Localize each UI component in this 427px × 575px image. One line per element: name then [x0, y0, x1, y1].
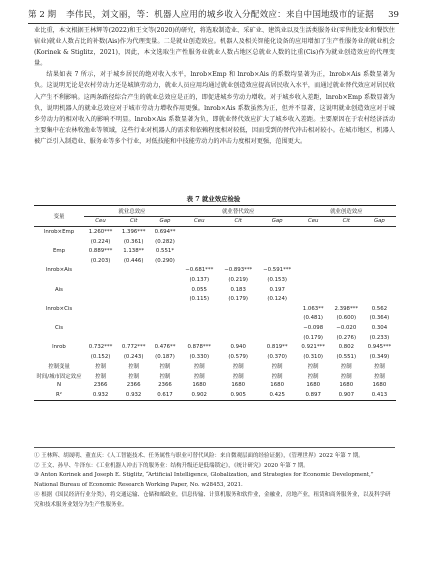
paragraph: 结果如表 7 所示，对于城乡居民的绝对收入水平，lnrob×Emp 和 lnrob×Ais 的系数均显著为正，lnrob×Ais 系数显著为负。这说明无论是农村劳动力还是城镇劳动力，就业人员应用均通过就业创造效应提高居民收入水平，而通过就业替代效应对居民收入产生不利影响。这两条路径综合产生的就业总效应是正的，即促进城乡劳动力增收。对于城乡收入差距，lnrob×Emp 系数显著为负，说明机器人的就业总效应对于城市劳动力增收作用更强。lnrob×Ais 系数虽然为正，但并不显著，这说明就业创造效应对于城乡劳动力的相对收入的影响不明显。lnrob×Ais 系数显著为负，即就业替代效应扩大了城乡收入差距。主要原因在于农村经济活动主要集中在农林牧渔业等领域，这些行业对机器人的需求和依赖程度相对较低，因而受到的替代冲击相对较小。在城市地区，机器人被广泛引入制造业、服务业等多个行业，对低技能和中技能劳动力的冲击力度相对更强，范围更大。 [34, 71, 395, 145]
table-cell: (0.187) [155, 353, 175, 360]
table-cell [150, 285, 180, 295]
table-cell [150, 323, 180, 333]
table-cell [180, 333, 219, 343]
row-label [34, 275, 84, 285]
table-cell: −0.591*** [263, 267, 292, 274]
table-cell [84, 304, 117, 314]
table-cell [150, 266, 180, 276]
table-cell: 0.617 [150, 390, 180, 400]
results-table [34, 205, 396, 401]
body-text [34, 25, 395, 147]
table-cell [219, 333, 258, 343]
row-label: lnrob×Emp [43, 228, 75, 235]
row-label: lnrob×Cis [45, 305, 73, 312]
table-cell: 0.304 [371, 324, 388, 331]
table-cell [297, 256, 330, 266]
subheader-cell: Cit [330, 216, 363, 227]
table-cell: 0.732*** [88, 344, 113, 351]
table-cell: (0.203) [90, 257, 111, 264]
table-row [34, 285, 396, 295]
table-cell [297, 227, 330, 237]
var-header: 变量 [34, 206, 84, 227]
table-cell: 0.921*** [301, 344, 325, 351]
table-cell: (0.124) [267, 296, 287, 303]
table-cell [330, 294, 363, 304]
table-cell: 控制 [340, 373, 352, 380]
table-cell: (0.243) [123, 353, 144, 360]
table-cell [84, 314, 117, 324]
table-cell: 控制 [128, 364, 140, 371]
table-cell [180, 314, 219, 324]
table-cell: 2366 [126, 382, 141, 389]
table-cell: 0.907 [330, 390, 363, 400]
table-cell [219, 314, 258, 324]
row-label: lnrob×Ais [45, 267, 73, 274]
table-cell: (0.282) [155, 238, 175, 245]
table-cell: (0.310) [303, 353, 323, 360]
table-cell: 1680 [270, 382, 285, 389]
table-cell: 0.425 [258, 390, 297, 400]
table-cell: 0.819** [266, 344, 288, 351]
table-cell [117, 285, 150, 295]
table-cell: 1680 [339, 382, 354, 389]
table-cell: −0.020 [336, 324, 357, 331]
table-cell: 控制 [193, 373, 205, 380]
table-cell [84, 294, 117, 304]
row-label: Ais [55, 286, 63, 293]
table-row [34, 256, 396, 266]
table-cell: (0.364) [369, 315, 390, 322]
row-label [34, 256, 84, 266]
table-row [34, 352, 396, 362]
row-label [34, 352, 84, 362]
table-cell [84, 323, 117, 333]
table-cell: −0.893*** [224, 267, 253, 274]
table-cell [330, 227, 363, 237]
table-cell [117, 266, 150, 276]
table-row [34, 371, 396, 381]
table-cell: 1.260*** [88, 228, 113, 235]
footnotes [34, 447, 395, 510]
footnote: ③ Anton Korinek and Joseph E. Stiglitz, “Artificial Intelligence, Globalization, and Strategies for Economic Development,” National Bureau of Economic Research Working Paper, No. w28453, 2021. [34, 472, 374, 489]
table-cell [117, 304, 150, 314]
table-cell: (0.179) [228, 296, 249, 303]
table-cell [363, 227, 396, 237]
table-cell: (0.224) [90, 238, 111, 245]
table-cell [117, 323, 150, 333]
table-cell: 0.694** [154, 228, 176, 235]
table-cell: 控制 [95, 373, 106, 380]
table-cell [363, 285, 396, 295]
row-label: R² [34, 390, 84, 400]
table-cell [219, 256, 258, 266]
table-cell: 1.063** [302, 305, 324, 312]
table-cell [258, 323, 297, 333]
row-label: 时间/城市固定效应 [36, 373, 82, 380]
table-cell [330, 266, 363, 276]
table-row [34, 381, 396, 391]
table-cell: 2366 [93, 382, 108, 389]
table-cell [180, 237, 219, 247]
table-cell: (0.276) [336, 334, 357, 341]
table-cell [363, 246, 396, 256]
table-cell: 0.878*** [187, 344, 212, 351]
table-cell [258, 314, 297, 324]
table-cell: 控制 [193, 364, 205, 371]
table-caption: 表 7 就业效应检验 [186, 195, 241, 203]
table-cell [258, 237, 297, 247]
subheader-cell: Gap [258, 216, 297, 227]
subheader-cell: Gap [150, 216, 180, 227]
table-cell: 0.902 [180, 390, 219, 400]
table-cell: 控制 [271, 364, 283, 371]
table-cell [150, 275, 180, 285]
table-cell: 2366 [158, 382, 172, 389]
table-cell: (0.233) [369, 334, 390, 341]
table-cell: 0.940 [230, 344, 246, 351]
table-cell [330, 237, 363, 247]
group-create: 就业创造效应 [297, 206, 396, 217]
row-label: lnrob [52, 344, 66, 351]
table-cell: (0.153) [267, 276, 287, 283]
table-row [34, 246, 396, 256]
subheader-cell: Gap [363, 216, 396, 227]
table-cell [297, 266, 330, 276]
table-cell: 2.398*** [334, 305, 359, 312]
table-cell: (0.290) [155, 257, 175, 264]
table-cell: (0.481) [303, 315, 323, 322]
table-cell: 控制 [374, 364, 385, 371]
table-cell [150, 333, 180, 343]
footnote: ④ 根据《国民经济行业分类》，将交通运输、仓储和邮政业，信息传输、计算机服务和软件业，金融业，房地产业，租赁和商务服务业，以及科学研究和技术服务业划分为生产性服务业。 [34, 491, 391, 508]
table-cell: −0.681*** [185, 267, 214, 274]
table-row [34, 323, 396, 333]
table-cell: 控制 [307, 373, 319, 380]
row-label [34, 237, 84, 247]
table-cell [150, 294, 180, 304]
table-cell [117, 294, 150, 304]
table-cell [297, 285, 330, 295]
table-cell: (0.179) [303, 334, 323, 341]
table-cell: 0.897 [297, 390, 330, 400]
table-cell [180, 304, 219, 314]
table-cell: 0.183 [230, 286, 246, 293]
group-replace: 就业替代效应 [180, 206, 297, 217]
table-cell: (0.115) [189, 296, 210, 303]
table-row [34, 294, 396, 304]
table-row [34, 227, 396, 237]
table-cell: 控制 [374, 373, 385, 380]
table-cell: 0.905 [219, 390, 258, 400]
subheader-cell: Ceu [297, 216, 330, 227]
row-label [34, 333, 84, 343]
table-cell: 0.889*** [88, 248, 113, 255]
table-cell: 0.932 [84, 390, 117, 400]
subheader-cell: Ceu [180, 216, 219, 227]
table-subheader [34, 216, 396, 227]
table-cell [363, 275, 396, 285]
subheader-cell: Cit [117, 216, 150, 227]
table-cell [258, 227, 297, 237]
page-number: 39 [388, 10, 399, 20]
issue-label: 第 2 期 [28, 10, 57, 20]
table-cell [180, 227, 219, 237]
table-cell: 控制 [340, 364, 352, 371]
table-cell: 控制 [232, 373, 244, 380]
table-cell: (0.600) [336, 315, 357, 322]
table-cell: 控制 [159, 373, 171, 380]
table-cell [150, 314, 180, 324]
table-cell [219, 237, 258, 247]
table-cell [258, 333, 297, 343]
table-cell: (0.137) [189, 276, 210, 283]
table-row [34, 362, 396, 372]
footnote: ② 王文、孙早、牛泽东：《工业机器人冲击下的服务业：结构升级还是低端锁定》，《统计研究》2020 年第 7 期。 [34, 462, 309, 469]
table-group-header [34, 206, 396, 217]
table-cell [297, 237, 330, 247]
table-cell: −0.098 [303, 324, 324, 331]
table-cell [150, 304, 180, 314]
table-cell [363, 294, 396, 304]
table-cell [117, 314, 150, 324]
table-cell: 0.055 [191, 286, 207, 293]
table-row [34, 237, 396, 247]
table-cell: 0.772*** [121, 344, 146, 351]
subheader-cell: Cit [219, 216, 258, 227]
table-cell: 1680 [306, 382, 321, 389]
table-row [34, 314, 396, 324]
table-cell [180, 246, 219, 256]
table-cell: (0.349) [369, 353, 390, 360]
table-cell: 控制 [95, 364, 106, 371]
table-cell [84, 285, 117, 295]
table-cell: 1680 [231, 382, 246, 389]
table-row [34, 342, 396, 352]
table-cell [180, 323, 219, 333]
table-cell [219, 304, 258, 314]
table-cell: 控制 [307, 364, 319, 371]
running-header [28, 6, 399, 24]
table-cell: 0.197 [269, 286, 285, 293]
table-cell: (0.361) [123, 238, 144, 245]
table-cell: 0.932 [117, 390, 150, 400]
table-cell: 控制 [128, 373, 140, 380]
table-cell [330, 246, 363, 256]
table-cell: (0.370) [267, 353, 287, 360]
table-cell: 控制 [159, 364, 171, 371]
table-cell: 1680 [192, 382, 207, 389]
table-cell: 1680 [372, 382, 387, 389]
table-cell [258, 256, 297, 266]
subheader-cell: Ceu [84, 216, 117, 227]
table-cell: (0.446) [123, 257, 144, 264]
table-row [34, 390, 396, 400]
table-cell [219, 246, 258, 256]
table-cell [297, 294, 330, 304]
table-cell [330, 256, 363, 266]
table-row [34, 304, 396, 314]
row-label [34, 294, 84, 304]
table-cell [219, 323, 258, 333]
table-cell: 0.562 [371, 305, 388, 312]
table-row [34, 275, 396, 285]
table-row [34, 266, 396, 276]
footnote: ① 王林辉、胡晟明、董直庆：《人工智能技术、任务属性与职业可替代风险：来自微观层面的经验证据》，《管理世界》2022 年第 7 期。 [34, 453, 364, 459]
table-body [34, 227, 396, 401]
row-label: 控制变量 [48, 364, 70, 371]
table-cell [363, 256, 396, 266]
table-cell: (0.330) [189, 353, 210, 360]
table-cell: (0.551) [336, 353, 357, 360]
table-cell [330, 275, 363, 285]
table-cell [84, 266, 117, 276]
table-cell: (0.219) [228, 276, 249, 283]
table-cell [363, 237, 396, 247]
table-cell: 控制 [271, 373, 283, 380]
row-label: Emp [52, 248, 66, 255]
table-cell [84, 333, 117, 343]
running-title: 李伟民，刘文丽，等：机器人应用的城乡收入分配效应：来自中国地级市的证据 [66, 10, 374, 20]
table-cell: 0.551* [155, 248, 175, 255]
paragraph: 业比重，本文根据王林辉等(2022)和王文等(2020)的研究，将选取制造业、采矿业、建筑业以及生活类服务业(零售批发业和餐饮住宿业)就业人数占比的补数(Ais)作为代理变量。二是就业创造效应。机器人及相关智能化设备的应用增加了生产性服务业的就业机会(Korinek & Stiglitz，2021)，因此，本文选取生产性服务业就业人数占地区总就业人数的比重(Cis)作为就业创造效应的代理变量。 [34, 27, 395, 68]
table-cell: 1.396*** [121, 228, 146, 235]
table-cell [330, 285, 363, 295]
table-cell: (0.579) [228, 353, 249, 360]
row-label [34, 314, 84, 324]
table-cell: 1.138** [123, 248, 145, 255]
table-cell [219, 227, 258, 237]
table-cell [363, 266, 396, 276]
table-cell [258, 304, 297, 314]
table-cell [297, 246, 330, 256]
table-cell: 控制 [232, 364, 244, 371]
table-cell [84, 275, 117, 285]
table-cell [117, 333, 150, 343]
table-cell: 0.413 [363, 390, 396, 400]
table-row [34, 333, 396, 343]
table-cell: 0.945*** [367, 344, 392, 351]
group-total: 就业总效应 [84, 206, 180, 217]
table-cell [258, 246, 297, 256]
table-cell [297, 275, 330, 285]
row-label: Cis [54, 324, 64, 331]
table-cell [117, 275, 150, 285]
table-cell: 0.802 [338, 344, 354, 351]
row-label: N [56, 382, 62, 389]
table-cell [180, 256, 219, 266]
table-cell: 0.476** [154, 344, 176, 351]
table-cell: (0.152) [90, 353, 111, 360]
